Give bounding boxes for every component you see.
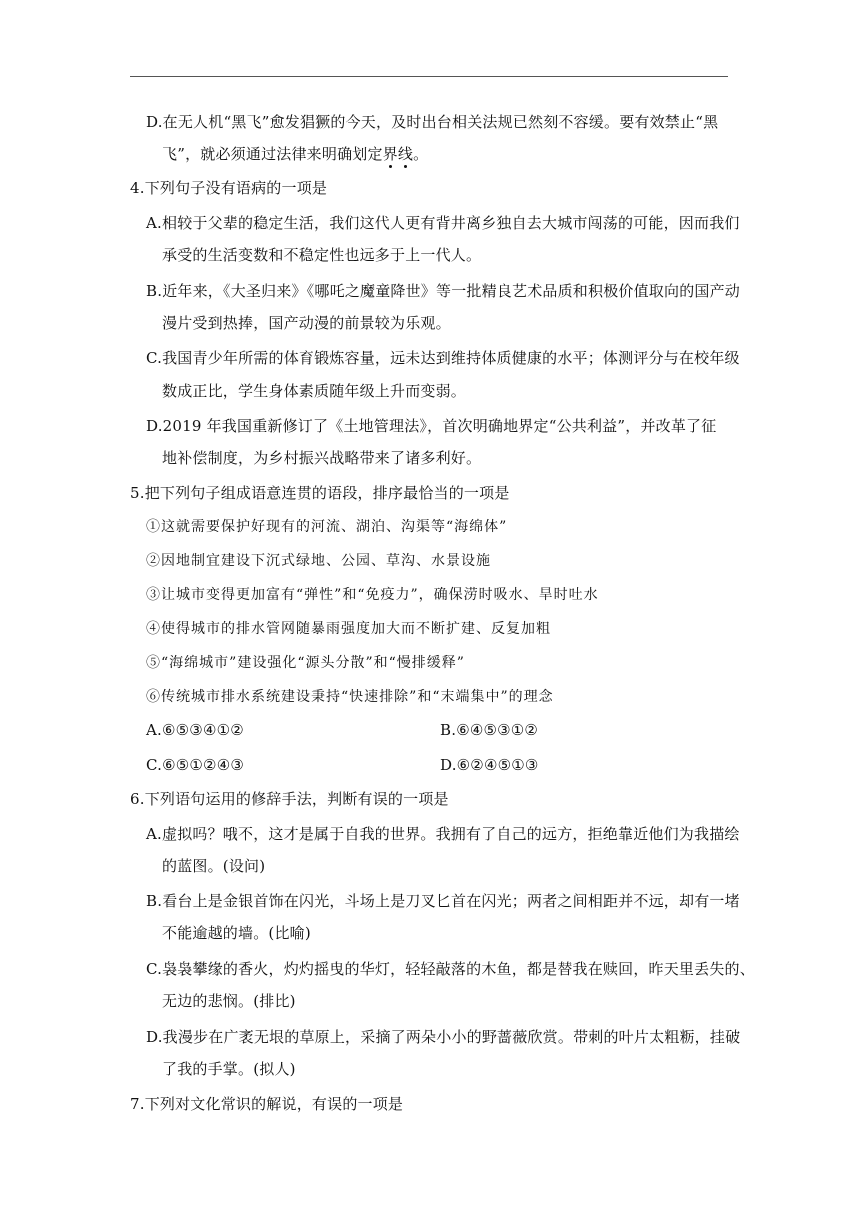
q5-option-b: B.⑥④⑤③①② (440, 721, 539, 739)
q4-option-a-line2: 承受的生活变数和不稳定性也远多于上一代人。 (162, 246, 482, 264)
q4-option-a-line1: A.相较于父辈的稳定生活，我们这代人更有背井离乡独自去大城市闯荡的可能，因而我们 (146, 214, 740, 232)
q6-option-c-line1: C.袅袅攀缘的香火，灼灼摇曳的华灯，轻轻敲落的木鱼，都是替我在赎回，昨天里丢失的、 (146, 960, 755, 978)
q6-option-a-line2: 的蓝图。(设问) (162, 857, 266, 875)
q5-sentence-5: ⑤“海绵城市”建设强化“源头分散”和“慢排缓释” (146, 655, 465, 671)
q4-option-c-line1: C.我国青少年所需的体育锻炼容量，远未达到维持体质健康的水平；体测评分与在校年级 (146, 349, 740, 367)
q4-option-c-line2: 数成正比，学生身体素质随年级上升而变弱。 (162, 382, 467, 400)
emphasis-dot-char: 线 (397, 145, 414, 163)
q5-option-d: D.⑥②④⑤①③ (440, 756, 539, 774)
q3-option-d-line2-text: 飞”，就必须通过法律来明确划定 (162, 145, 383, 163)
q5-option-a: A.⑥⑤③④①② (146, 721, 244, 739)
q5-sentence-4: ④使得城市的排水管网随暴雨强度加大而不断扩建、反复加粗 (146, 621, 551, 637)
q5-option-c: C.⑥⑤①②④③ (146, 756, 244, 774)
q6-option-b-line2: 不能逾越的墙。(比喻) (162, 924, 311, 942)
q4-stem: 4.下列句子没有语病的一项是 (130, 179, 328, 197)
q5-sentence-1: ①这就需要保护好现有的河流、湖泊、沟渠等“海绵体” (146, 519, 508, 535)
q4-option-b-line2: 漫片受到热捧，国产动漫的前景较为乐观。 (162, 314, 451, 332)
q6-option-d-line1: D.我漫步在广袤无垠的草原上，采摘了两朵小小的野蔷薇欣赏。带刺的叶片太粗粝，挂破 (146, 1028, 741, 1046)
q4-option-d-line2: 地补偿制度，为乡村振兴战略带来了诸多利好。 (162, 449, 482, 467)
q3-option-d-line2-end: 。 (413, 145, 429, 163)
q5-sentence-6: ⑥传统城市排水系统建设秉持“快速排除”和“末端集中”的理念 (146, 689, 554, 705)
q4-option-b-line1: B.近年来，《大圣归来》《哪吒之魔童降世》等一批精良艺术品质和积极价值取向的国产动 (146, 282, 740, 300)
header-rule (130, 76, 728, 77)
q5-sentence-2: ②因地制宜建设下沉式绿地、公园、草沟、水景设施 (146, 553, 491, 569)
q6-option-a-line1: A.虚拟吗？哦不，这才是属于自我的世界。我拥有了自己的远方，拒绝靠近他们为我描绘 (146, 825, 740, 843)
q7-stem: 7.下列对文化常识的解说，有误的一项是 (130, 1095, 404, 1113)
q6-option-c-line2: 无边的悲悯。(排比) (162, 992, 296, 1010)
emphasis-dot-char: 界 (382, 145, 398, 163)
q6-option-b-line1: B.看台上是金银首饰在闪光，斗场上是刀叉匕首在闪光；两者之间相距并不远，却有一堵 (146, 892, 740, 910)
q5-sentence-3: ③让城市变得更加富有“弹性”和“免疫力”，确保涝时吸水、旱时吐水 (146, 587, 599, 603)
q5-stem: 5.把下列句子组成语意连贯的语段，排序最恰当的一项是 (130, 484, 510, 502)
q3-option-d-line1: D.在无人机“黑飞”愈发猖獗的今天，及时出台相关法规已然刻不容缓。要有效禁止“黑 (146, 113, 719, 131)
q3-option-d-line2 (162, 144, 428, 164)
q6-stem: 6.下列语句运用的修辞手法，判断有误的一项是 (130, 790, 449, 808)
q4-option-d-line1: D.2019 年我国重新修订了《土地管理法》，首次明确地界定“公共利益”，并改革了征 (146, 417, 717, 435)
q6-option-d-line2: 了我的手掌。(拟人) (162, 1060, 296, 1078)
